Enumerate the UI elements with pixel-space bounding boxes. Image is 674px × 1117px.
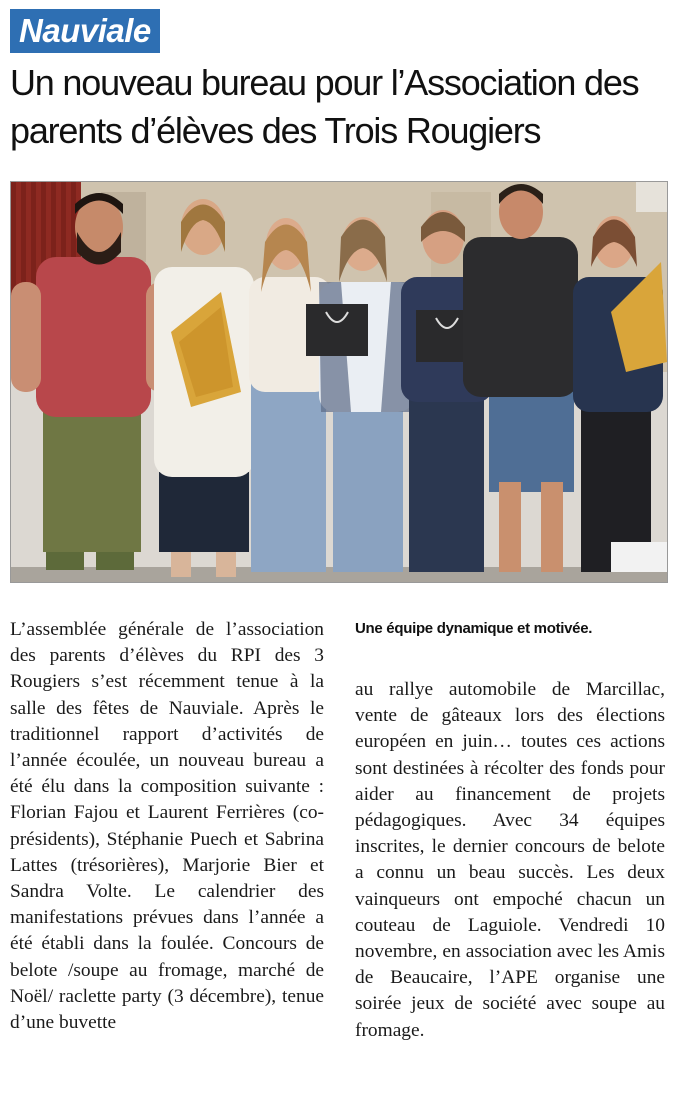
- section-tag: Nauviale: [10, 9, 160, 53]
- article-column-left: [10, 617, 324, 1036]
- photo-caption: Une équipe dynamique et motivée.: [355, 620, 593, 637]
- article-column-right: [355, 677, 665, 1044]
- group-photo: [10, 181, 668, 583]
- article-text-right: au rallye automobile de Marcillac, vente de gâteaux lors des élections européen en juin… toutes ces actions sont destinées à récolter des fonds pour aider au financement de projets pédagogiques. Avec 34 équipes inscrites, le dernier concours de belote a connu un beau succès. Les deux vainqueurs ont empoché chacun un couteau de Laguiole. Vendredi 10 novembre, en association avec les Amis de Beaucaire, l’APE organise une soirée jeux de société avec soupe au fromage.: [355, 679, 665, 1041]
- headline: Un nouveau bureau pour l’Association des parents d’élèves des Trois Rougiers: [10, 62, 639, 151]
- article-text-left: L’assemblée générale de l’association des parents d’élèves du RPI des 3 Rougiers s’est récemment tenue à la salle des fêtes de Nauviale. Après le traditionnel rapport d’activités de l’année écoulée, un nouveau bureau a été élu dans la composition suivante : Florian Fajou et Laurent Ferrières (co-présidents), Stéphanie Puech et Sabrina Lattes (trésorières), Marjorie Bier et Sandra Volte. Le calendrier des manifestations prévues dans l’année a été établi dans la foulée. Concours de belote /soupe au fromage, marché de Noël/ raclette party (3 décembre), tenue d’une buvette: [10, 619, 324, 1034]
